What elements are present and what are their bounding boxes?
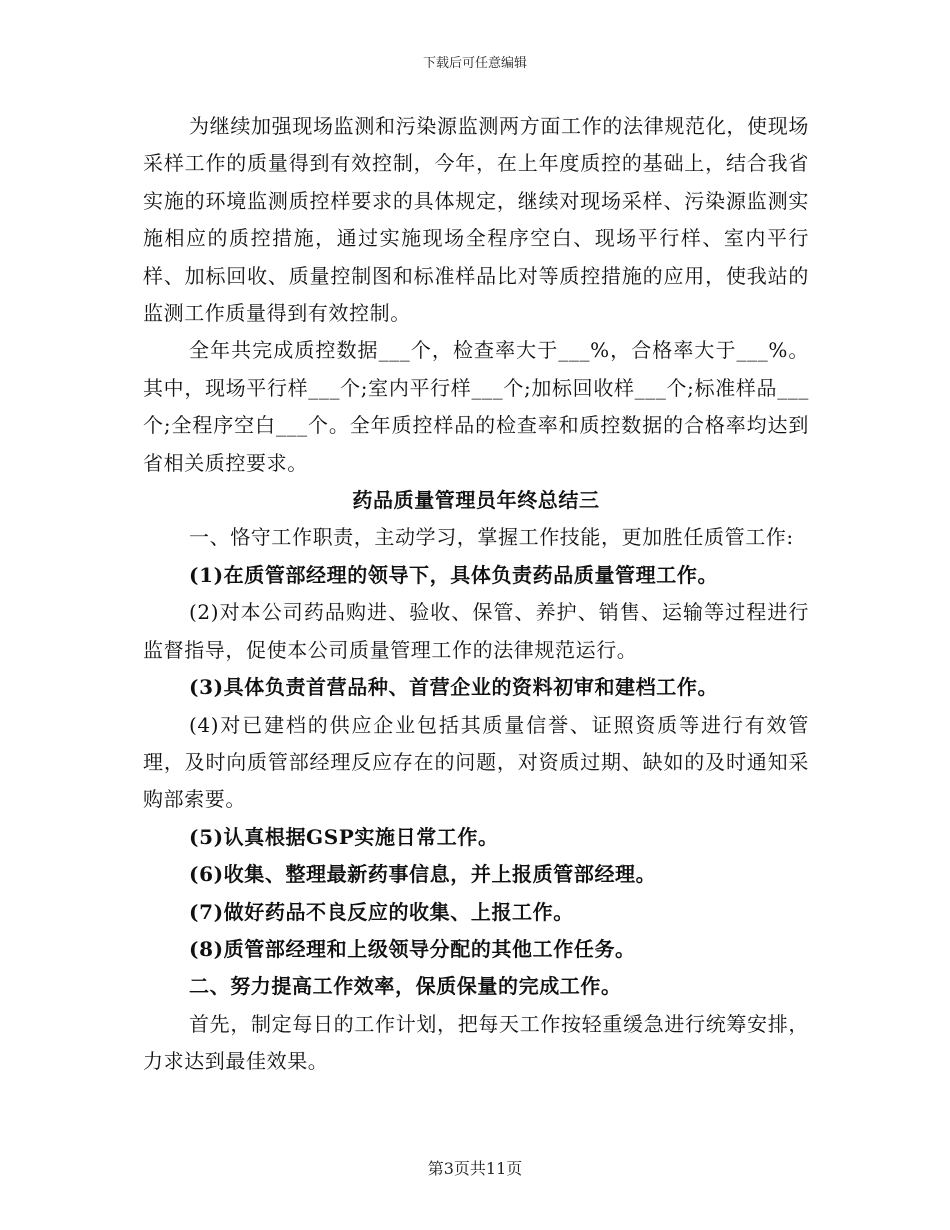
duty-item-4: (4)对已建档的供应企业包括其质量信誉、证照资质等进行有效管理，及时向质管部经理反应存在的问题，对资质过期、缺如的及时通知采购部索要。 <box>143 712 809 812</box>
paragraph-quality-control-stats: 全年共完成质控数据___个，检查率大于___%，合格率大于___%。其中，现场平行样___个;室内平行样___个;加标回收样___个;标准样品___个;全程序空白___个。全年质控样品的检查率和质控数据的合格率均达到省相关质控要求。 <box>143 338 809 475</box>
section-heading-1: 一、恪守工作职责，主动学习，掌握工作技能，更加胜任质管工作: <box>189 525 794 550</box>
duty-item-1: (1)在质管部经理的领导下，具体负责药品质量管理工作。 <box>189 562 719 587</box>
duty-item-6: (6)收集、整理最新药事信息，并上报质管部经理。 <box>189 862 657 887</box>
document-body <box>143 108 809 1081</box>
duty-item-7: (7)做好药品不良反应的收集、上报工作。 <box>189 899 574 924</box>
duty-item-3: (3)具体负责首营品种、首营企业的资料初审和建档工作。 <box>189 675 719 700</box>
page-number: 第3页共11页 <box>427 1159 523 1178</box>
page-header-note: 下载后可任意编辑 <box>422 56 527 71</box>
section-heading-2: 二、努力提高工作效率，保质保量的完成工作。 <box>189 974 622 999</box>
section-title: 药品质量管理员年终总结三 <box>352 488 600 513</box>
duty-item-8: (8)质管部经理和上级领导分配的其他工作任务。 <box>189 936 636 961</box>
paragraph-work-plan: 首先，制定每日的工作计划，把每天工作按轻重缓急进行统筹安排，力求达到最佳效果。 <box>143 1011 809 1074</box>
duty-item-5: (5)认真根据GSP实施日常工作。 <box>189 824 499 849</box>
duty-item-2: (2)对本公司药品购进、验收、保管、养护、销售、运输等过程进行监督指导，促使本公司质量管理工作的法律规范运行。 <box>143 600 809 662</box>
paragraph-quality-control-intro: 为继续加强现场监测和污染源监测两方面工作的法律规范化，使现场采样工作的质量得到有效控制，今年，在上年度质控的基础上，结合我省实施的环境监测质控样要求的具体规定，继续对现场采样、污染源监测实施相应的质控措施，通过实施现场全程序空白、现场平行样、室内平行样、加标回收、质量控制图和标准样品比对等质控措施的应用，使我站的监测工作质量得到有效控制。 <box>143 114 809 326</box>
